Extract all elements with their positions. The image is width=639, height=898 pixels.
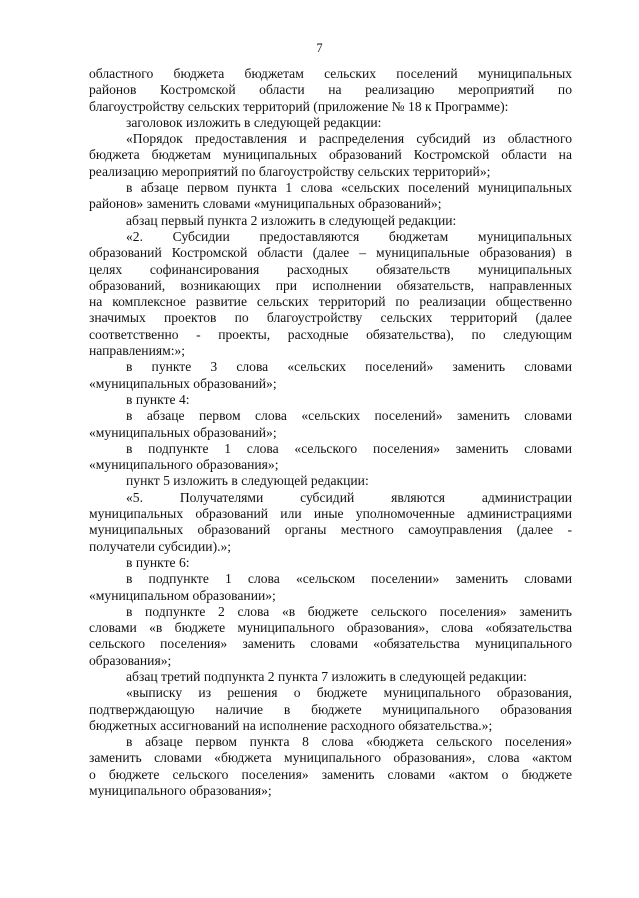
text-line: словами «в бюджете муниципального образования», слова «обязательства [89, 620, 572, 636]
text-line: абзац первый пункта 2 изложить в следующей редакции: [126, 212, 457, 228]
text-line: образования»; [89, 652, 172, 668]
text-line: «муниципальных образований»; [89, 424, 277, 440]
text-line: «Порядок предоставления и распределения субсидий из областного [126, 131, 572, 147]
text-line: направлениям:»; [89, 343, 186, 359]
text-line: «муниципальном образовании»; [89, 587, 276, 603]
text-line: в подпункте 2 слова «в бюджете сельского поселения» заменить [126, 603, 572, 619]
text-line: в подпункте 1 слова «сельского поселения» заменить словами [126, 440, 572, 456]
text-line: сельского поселения» заменить словами «обязательства муниципального [89, 636, 572, 652]
text-line: подтверждающую наличие в бюджете муниципального образования [89, 701, 572, 717]
text-line: пункт 5 изложить в следующей редакции: [126, 473, 369, 489]
text-line: значимых проектов по благоустройству сельских территорий (далее [89, 310, 572, 326]
text-line: «выписку из решения о бюджете муниципального образования, [126, 685, 572, 701]
text-line: районов» заменить словами «муниципальных образований»; [89, 196, 442, 212]
text-line: на комплексное развитие сельских территорий по реализации общественно [89, 294, 572, 310]
text-line: в подпункте 1 слова «сельском поселении» заменить словами [126, 571, 572, 587]
text-line: абзац третий подпункта 2 пункта 7 изложить в следующей редакции: [126, 668, 527, 684]
text-line: в пункте 4: [126, 391, 190, 407]
text-line: «муниципального образования»; [89, 457, 279, 473]
text-line: в пункте 3 слова «сельских поселений» заменить словами [126, 359, 572, 375]
text-line: о бюджете сельского поселения» заменить словами «актом о бюджете [89, 766, 572, 782]
text-line: в абзаце первом пункта 1 слова «сельских поселений муниципальных [126, 180, 572, 196]
text-line: соответственно - проекты, расходные обязательства), по следующим [89, 326, 572, 342]
text-line: «5. Получателями субсидий являются администрации [126, 489, 572, 505]
document-body [89, 66, 572, 799]
text-line: получатели субсидии).»; [89, 538, 232, 554]
text-line: в абзаце первом пункта 8 слова «бюджета сельского поселения» [126, 734, 572, 750]
text-line: бюджетных ассигнований на исполнение расходного обязательства.»; [89, 717, 493, 733]
text-line: образований Костромской области (далее – муниципальные образования) в [89, 245, 572, 261]
text-line: районов Костромской области на реализацию мероприятий по [89, 82, 572, 98]
text-line: в пункте 6: [126, 554, 190, 570]
text-line: в абзаце первом слова «сельских поселений» заменить словами [126, 408, 572, 424]
text-line: образований, возникающих при исполнении обязательств, направленных [89, 277, 572, 293]
page-number: 7 [316, 41, 323, 55]
text-line: муниципальных образований или иные уполномоченные администрациями [89, 506, 572, 522]
text-line: «муниципальных образований»; [89, 375, 277, 391]
text-line: заголовок изложить в следующей редакции: [126, 114, 382, 130]
text-line: «2. Субсидии предоставляются бюджетам муниципальных [126, 228, 572, 244]
text-line: заменить словами «бюджета муниципального образования», слова «актом [89, 750, 572, 766]
text-line: областного бюджета бюджетам сельских поселений муниципальных [89, 66, 572, 81]
text-line: муниципальных образований органы местного самоуправления (далее - [89, 522, 572, 538]
text-line: реализацию мероприятий по благоустройству сельских территорий»; [89, 163, 491, 179]
text-line: благоустройству сельских территорий (приложение № 18 к Программе): [89, 98, 509, 114]
text-line: бюджета бюджетам муниципальных образований Костромской области на [89, 147, 572, 163]
text-line: муниципального образования»; [89, 783, 272, 799]
text-line: целях софинансирования расходных обязательств муниципальных [89, 261, 572, 277]
